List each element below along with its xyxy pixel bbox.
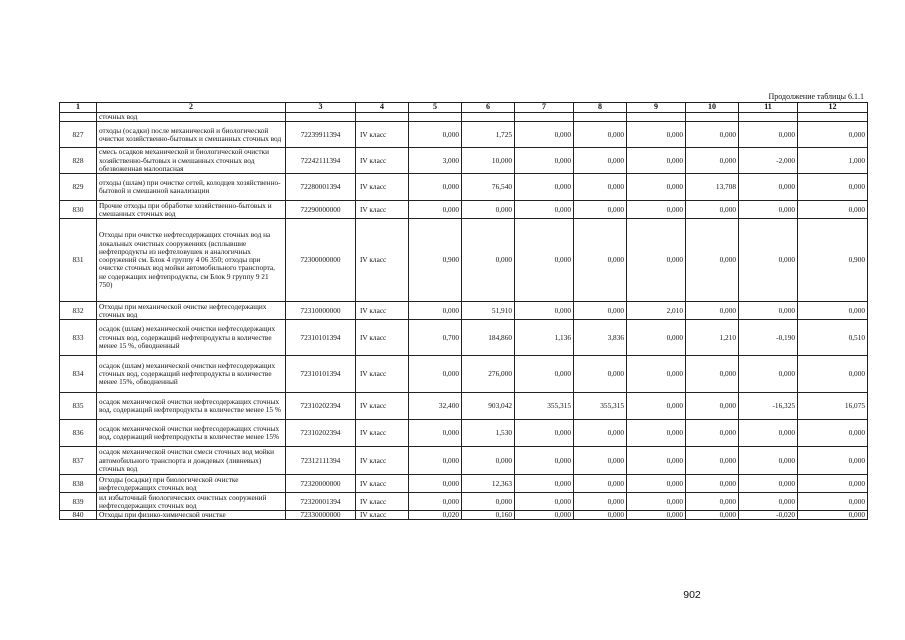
value-cell: 0,000 (574, 122, 627, 148)
value-cell: 2,010 (627, 302, 686, 320)
row-number-cell: 832 (60, 302, 97, 320)
waste-name-cell: сточных вод (97, 113, 286, 122)
value-cell: 0,000 (627, 356, 686, 393)
waste-name-cell: Отходы при очистке нефтесодержащих сточных вод на локальных очистных сооружениях (всплывшие нефтепродукты из нефтеловушек и аналогичных сооружений см. Блок 4 группу 4 06 350; отходы при очистке сточных вод мойки автомобильного транспорта, не содержащих нефтепродукты, см Блок 9 группу 9 21 750) (97, 219, 286, 302)
table-row (60, 201, 868, 219)
value-cell (798, 113, 868, 122)
waste-name-cell: осадок (шлам) механической очистки нефтесодержащих сточных вод, содержащий нефтепродукты в количестве менее 15 %, обводненный (97, 320, 286, 356)
value-cell: 0,000 (515, 219, 574, 302)
value-cell: 903,042 (462, 393, 515, 420)
waste-code-cell: 72239911394 (286, 122, 356, 148)
value-cell: 0,000 (686, 447, 739, 475)
hazard-class-cell: IV класс (356, 148, 409, 174)
value-cell: 0,000 (409, 420, 462, 447)
value-cell: 0,000 (798, 302, 868, 320)
hazard-class-cell: IV класс (356, 302, 409, 320)
row-number-cell: 830 (60, 201, 97, 219)
row-number-cell: 834 (60, 356, 97, 393)
header-row (60, 103, 868, 113)
value-cell: 0,000 (515, 148, 574, 174)
header-cell: 6 (462, 103, 515, 113)
waste-name-cell: осадок (шлам) механической очистки нефтесодержащих сточных вод, содержащий нефтепродукты в количестве менее 15%, обводненный (97, 356, 286, 393)
value-cell: 355,315 (574, 393, 627, 420)
row-number-cell: 838 (60, 475, 97, 493)
value-cell (409, 113, 462, 122)
waste-name-cell: отходы (осадки) после механической и биологической очистки хозяйственно-бытовых и смешанных сточных вод (97, 122, 286, 148)
table-row (60, 356, 868, 393)
value-cell: 0,000 (627, 447, 686, 475)
value-cell: 10,000 (462, 148, 515, 174)
value-cell: 0,000 (574, 148, 627, 174)
value-cell: 0,000 (798, 174, 868, 201)
value-cell: 0,000 (627, 393, 686, 420)
value-cell: -0,190 (739, 320, 798, 356)
value-cell: 0,000 (515, 201, 574, 219)
value-cell: 13,708 (686, 174, 739, 201)
value-cell: 0,000 (798, 511, 868, 520)
waste-name-cell: смесь осадков механической и биологической очистки хозяйственно-бытовых и смешанных сточных вод обезвоженная малоопасная (97, 148, 286, 174)
waste-code-cell: 72300000000 (286, 219, 356, 302)
value-cell: 76,540 (462, 174, 515, 201)
table-row (60, 122, 868, 148)
value-cell: 1,530 (462, 420, 515, 447)
waste-name-cell: Отходы при физико-химической очистке (97, 511, 286, 520)
page-number: 902 (683, 589, 701, 601)
header-cell: 7 (515, 103, 574, 113)
value-cell: 0,000 (686, 393, 739, 420)
value-cell: 0,000 (739, 475, 798, 493)
row-number-cell: 827 (60, 122, 97, 148)
value-cell: 12,363 (462, 475, 515, 493)
header-cell: 11 (739, 103, 798, 113)
value-cell: 0,160 (462, 511, 515, 520)
table-row (60, 174, 868, 201)
value-cell: -16,325 (739, 393, 798, 420)
table-row (60, 320, 868, 356)
value-cell: 0,020 (409, 511, 462, 520)
header-cell: 9 (627, 103, 686, 113)
table-row (60, 393, 868, 420)
value-cell: 0,000 (409, 201, 462, 219)
value-cell: 0,000 (409, 475, 462, 493)
value-cell: 0,000 (574, 420, 627, 447)
waste-code-cell: 72330000000 (286, 511, 356, 520)
value-cell: 3,000 (409, 148, 462, 174)
value-cell: 0,000 (686, 219, 739, 302)
value-cell: 0,000 (627, 174, 686, 201)
value-cell: 0,000 (627, 475, 686, 493)
value-cell: 0,000 (686, 302, 739, 320)
value-cell: 276,000 (462, 356, 515, 393)
value-cell (627, 113, 686, 122)
waste-code-cell: 72320000000 (286, 475, 356, 493)
value-cell: 0,700 (409, 320, 462, 356)
waste-code-cell (286, 113, 356, 122)
value-cell: 0,000 (515, 447, 574, 475)
value-cell: 32,400 (409, 393, 462, 420)
value-cell: 0,000 (686, 475, 739, 493)
waste-code-cell: 72310202394 (286, 393, 356, 420)
table-row (60, 447, 868, 475)
value-cell (574, 113, 627, 122)
value-cell: 0,000 (574, 447, 627, 475)
value-cell: 0,000 (686, 148, 739, 174)
value-cell: 16,075 (798, 393, 868, 420)
row-number-cell: 833 (60, 320, 97, 356)
value-cell: 0,000 (798, 493, 868, 511)
value-cell: 0,000 (462, 219, 515, 302)
value-cell: 51,910 (462, 302, 515, 320)
waste-name-cell: осадок механической очистки нефтесодержащих сточных вод, содержащий нефтепродукты в количестве менее 15% (97, 420, 286, 447)
value-cell: -0,020 (739, 511, 798, 520)
value-cell: 0,000 (739, 201, 798, 219)
table-caption: Продолжение таблицы 6.1.1 (768, 92, 864, 101)
value-cell: 0,000 (515, 302, 574, 320)
value-cell (515, 113, 574, 122)
row-number-cell: 836 (60, 420, 97, 447)
value-cell: 0,000 (409, 174, 462, 201)
value-cell: 0,000 (574, 219, 627, 302)
waste-name-cell: осадок механической очистки нефтесодержащих сточных вод, содержащий нефтепродукты в количестве менее 15 % (97, 393, 286, 420)
row-number-cell: 829 (60, 174, 97, 201)
value-cell: 0,000 (798, 420, 868, 447)
waste-code-cell: 72310101394 (286, 356, 356, 393)
header-cell: 2 (97, 103, 286, 113)
value-cell: 0,000 (515, 475, 574, 493)
waste-code-cell: 72310202394 (286, 420, 356, 447)
hazard-class-cell: IV класс (356, 174, 409, 201)
value-cell: 0,000 (798, 356, 868, 393)
header-cell: 10 (686, 103, 739, 113)
waste-code-cell: 72310101394 (286, 320, 356, 356)
value-cell: 0,000 (574, 201, 627, 219)
header-cell: 1 (60, 103, 97, 113)
row-number-cell (60, 113, 97, 122)
waste-name-cell: Отходы (осадки) при биологической очистке нефтесодержащих сточных вод (97, 475, 286, 493)
value-cell: 0,000 (739, 174, 798, 201)
hazard-class-cell: IV класс (356, 320, 409, 356)
value-cell: 0,000 (515, 511, 574, 520)
value-cell: 0,000 (739, 219, 798, 302)
row-number-cell: 828 (60, 148, 97, 174)
value-cell: 0,000 (515, 420, 574, 447)
row-number-cell: 837 (60, 447, 97, 475)
waste-code-cell: 72242111394 (286, 148, 356, 174)
value-cell: 0,000 (409, 122, 462, 148)
value-cell: 0,000 (574, 493, 627, 511)
hazard-class-cell: IV класс (356, 447, 409, 475)
hazard-class-cell: IV класс (356, 393, 409, 420)
waste-code-cell: 72280001394 (286, 174, 356, 201)
value-cell: 0,000 (627, 320, 686, 356)
value-cell (739, 113, 798, 122)
value-cell: 0,000 (409, 493, 462, 511)
waste-code-cell: 72290000000 (286, 201, 356, 219)
value-cell: 3,836 (574, 320, 627, 356)
value-cell: 0,000 (739, 493, 798, 511)
value-cell: 0,000 (686, 420, 739, 447)
value-cell: 0,000 (627, 511, 686, 520)
waste-name-cell: Отходы при механической очистке нефтесодержащих сточных вод (97, 302, 286, 320)
hazard-class-cell: IV класс (356, 475, 409, 493)
value-cell: 0,000 (574, 356, 627, 393)
table-row (60, 148, 868, 174)
value-cell: 0,000 (574, 174, 627, 201)
value-cell: 0,000 (574, 511, 627, 520)
value-cell: 0,000 (798, 201, 868, 219)
table-row (60, 475, 868, 493)
waste-name-cell: осадок механической очистки смеси сточных вод мойки автомобильного транспорта и дождевых (ливневых) сточных вод (97, 447, 286, 475)
value-cell: 0,000 (409, 302, 462, 320)
value-cell: 0,000 (739, 122, 798, 148)
value-cell: 0,000 (462, 493, 515, 511)
hazard-class-cell: IV класс (356, 122, 409, 148)
table-row (60, 493, 868, 511)
value-cell: 0,000 (515, 493, 574, 511)
header-cell: 4 (356, 103, 409, 113)
value-cell: 355,315 (515, 393, 574, 420)
waste-code-cell: 72312111394 (286, 447, 356, 475)
value-cell: 0,000 (627, 493, 686, 511)
value-cell: 0,000 (798, 122, 868, 148)
header-cell: 12 (798, 103, 868, 113)
value-cell: 0,000 (515, 174, 574, 201)
value-cell: 0,000 (574, 302, 627, 320)
row-number-cell: 835 (60, 393, 97, 420)
value-cell: 0,900 (409, 219, 462, 302)
value-cell: 0,000 (627, 122, 686, 148)
value-cell: 0,000 (739, 356, 798, 393)
value-cell: 0,000 (462, 201, 515, 219)
value-cell: 0,000 (739, 447, 798, 475)
table-row (60, 219, 868, 302)
value-cell: 1,210 (686, 320, 739, 356)
hazard-class-cell (356, 113, 409, 122)
value-cell: 0,000 (515, 122, 574, 148)
row-number-cell: 840 (60, 511, 97, 520)
waste-name-cell: Прочие отходы при обработке хозяйственно-бытовых и смешанных сточных вод (97, 201, 286, 219)
header-cell: 8 (574, 103, 627, 113)
value-cell: 0,000 (627, 148, 686, 174)
value-cell: 0,000 (686, 511, 739, 520)
header-cell: 3 (286, 103, 356, 113)
value-cell: 0,000 (409, 356, 462, 393)
value-cell: 0,000 (462, 447, 515, 475)
value-cell: 0,000 (627, 420, 686, 447)
table-row (60, 420, 868, 447)
value-cell: 0,000 (409, 447, 462, 475)
value-cell: 184,860 (462, 320, 515, 356)
value-cell: -2,000 (739, 148, 798, 174)
value-cell (462, 113, 515, 122)
hazard-class-cell: IV класс (356, 511, 409, 520)
value-cell: 0,000 (739, 420, 798, 447)
waste-name-cell: ил избыточный биологических очистных сооружений нефтесодержащих сточных вод (97, 493, 286, 511)
value-cell: 0,000 (686, 493, 739, 511)
table-row (60, 302, 868, 320)
waste-code-cell: 72320001394 (286, 493, 356, 511)
hazard-class-cell: IV класс (356, 219, 409, 302)
hazard-class-cell: IV класс (356, 201, 409, 219)
value-cell: 0,000 (574, 475, 627, 493)
value-cell: 0,000 (739, 302, 798, 320)
table-row (60, 113, 868, 122)
value-cell: 0,000 (515, 356, 574, 393)
hazard-class-cell: IV класс (356, 356, 409, 393)
value-cell: 0,900 (798, 219, 868, 302)
value-cell: 0,510 (798, 320, 868, 356)
value-cell: 0,000 (686, 356, 739, 393)
hazard-class-cell: IV класс (356, 420, 409, 447)
value-cell: 1,136 (515, 320, 574, 356)
header-cell: 5 (409, 103, 462, 113)
value-cell: 0,000 (627, 201, 686, 219)
row-number-cell: 831 (60, 219, 97, 302)
value-cell: 0,000 (627, 219, 686, 302)
value-cell: 0,000 (798, 475, 868, 493)
value-cell: 0,000 (686, 122, 739, 148)
waste-table (59, 102, 868, 520)
waste-name-cell: отходы (шлам) при очистке сетей, колодцев хозяйственно-бытовой и смешанной канализации (97, 174, 286, 201)
waste-code-cell: 72310000000 (286, 302, 356, 320)
value-cell (686, 113, 739, 122)
table-row (60, 511, 868, 520)
row-number-cell: 839 (60, 493, 97, 511)
value-cell: 1,000 (798, 148, 868, 174)
hazard-class-cell: IV класс (356, 493, 409, 511)
value-cell: 0,000 (798, 447, 868, 475)
value-cell: 0,000 (686, 201, 739, 219)
value-cell: 1,725 (462, 122, 515, 148)
